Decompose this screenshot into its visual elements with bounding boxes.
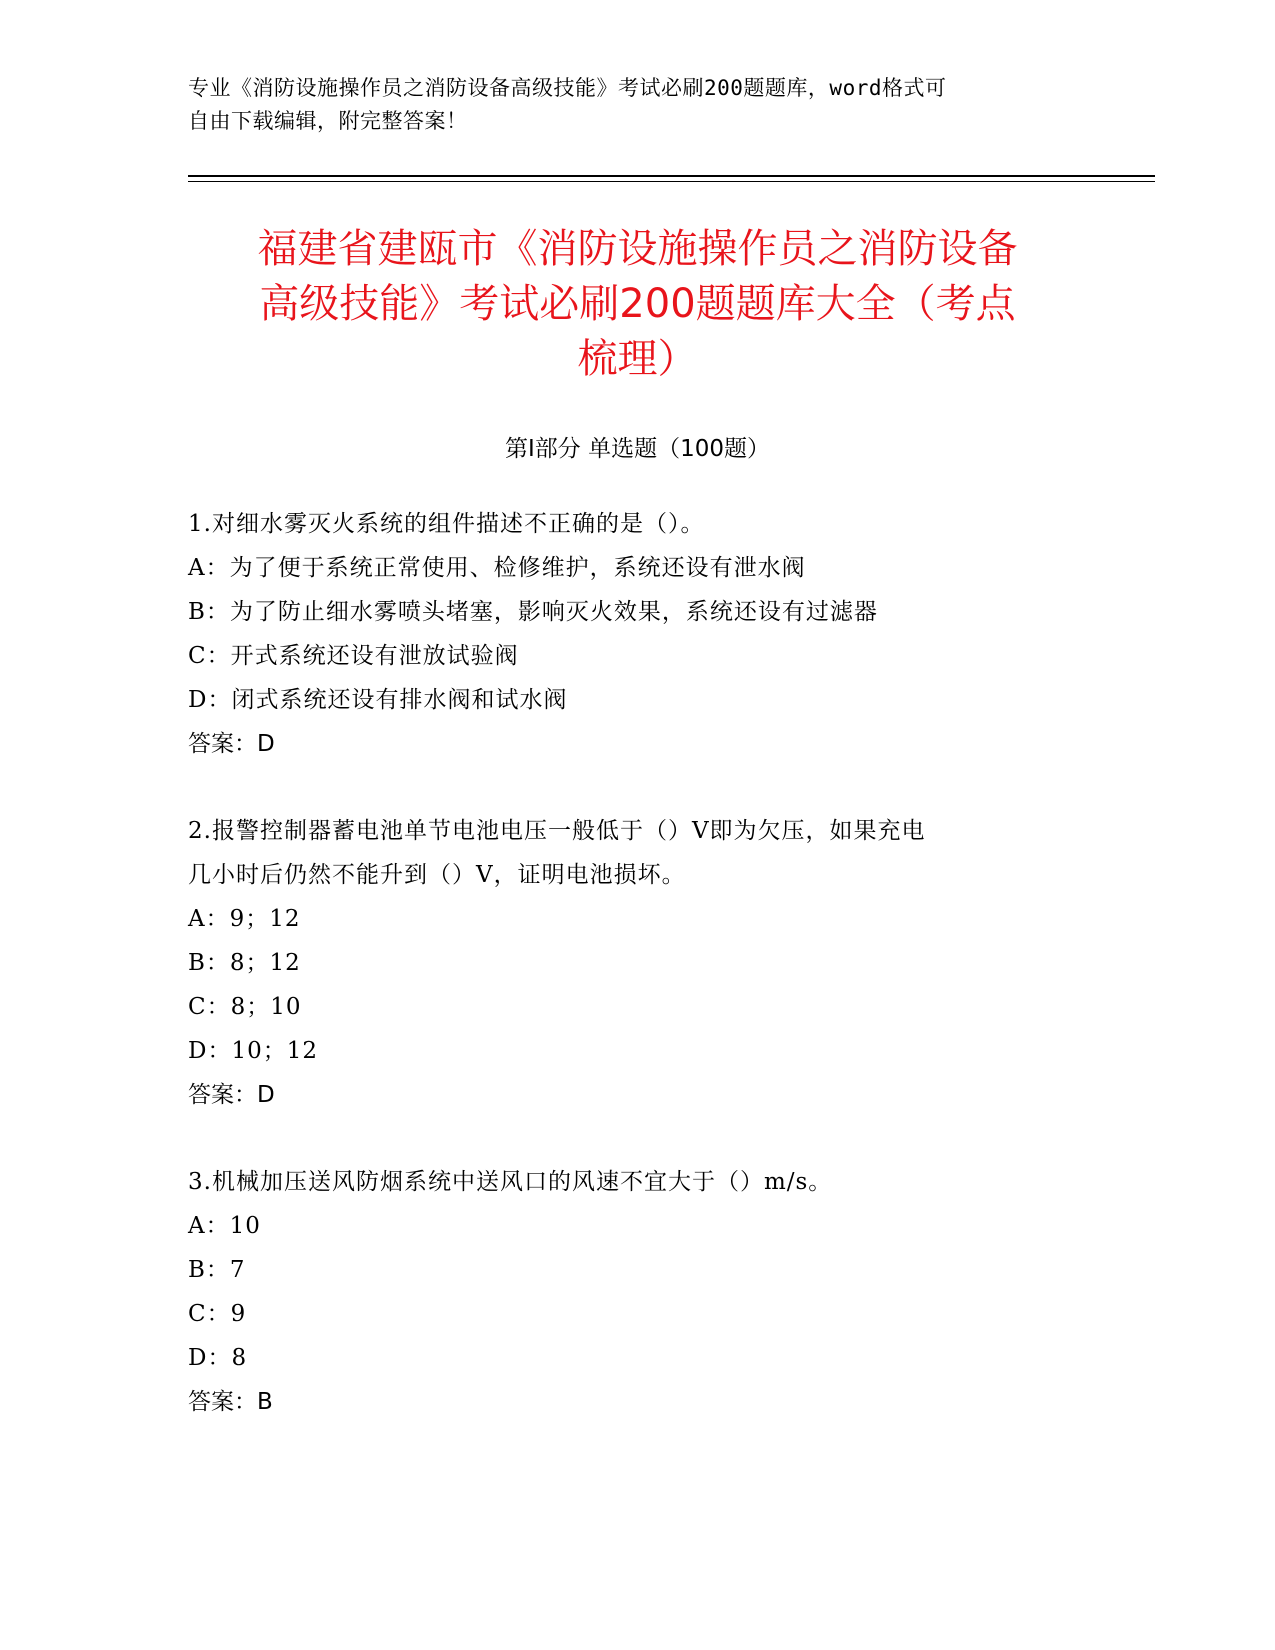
option-a: A：为了便于系统正常使用、检修维护，系统还设有泄水阀 (188, 555, 806, 581)
option-d: D：闭式系统还设有排水阀和试水阀 (188, 687, 568, 713)
option-d: D：8 (188, 1345, 248, 1371)
option-d: D：10；12 (188, 1038, 318, 1064)
title-line: 高级技能》考试必刷200题题库大全（考点 (259, 281, 1016, 327)
option-c: C：开式系统还设有泄放试验阀 (188, 643, 519, 669)
answer: 答案：D (188, 731, 275, 757)
header-note-line: 自由下载编辑，附完整答案！ (188, 109, 468, 133)
option-c: C：8；10 (188, 994, 302, 1020)
option-a: A：9；12 (188, 906, 301, 932)
answer: 答案：D (188, 1082, 275, 1108)
option-b: B：7 (188, 1257, 246, 1283)
header-divider-thin (188, 181, 1155, 182)
title-line: 梳理） (577, 336, 698, 382)
option-b: B：8；12 (188, 950, 301, 976)
question-stem: 1.对细水雾灭火系统的组件描述不正确的是（）。 (188, 511, 705, 537)
section-heading: 第Ⅰ部分 单选题（100题） (505, 436, 770, 462)
question-stem: 几小时后仍然不能升到（）V，证明电池损坏。 (188, 862, 686, 888)
option-b: B：为了防止细水雾喷头堵塞，影响灭火效果，系统还设有过滤器 (188, 599, 878, 625)
option-c: C：9 (188, 1301, 247, 1327)
header-note (188, 72, 1088, 138)
header-note-line: 专业《消防设施操作员之消防设备高级技能》考试必刷200题题库，word格式可 (188, 76, 947, 100)
header-divider (188, 175, 1155, 177)
question-stem: 3.机械加压送风防烟系统中送风口的风速不宜大于（）m/s。 (188, 1169, 833, 1195)
title-line: 福建省建瓯市《消防设施操作员之消防设备 (257, 226, 1018, 272)
document-title (160, 222, 1115, 387)
answer: 答案：B (188, 1389, 273, 1415)
question-stem: 2.报警控制器蓄电池单节电池电压一般低于（）V即为欠压，如果充电 (188, 818, 926, 844)
option-a: A：10 (188, 1213, 261, 1239)
